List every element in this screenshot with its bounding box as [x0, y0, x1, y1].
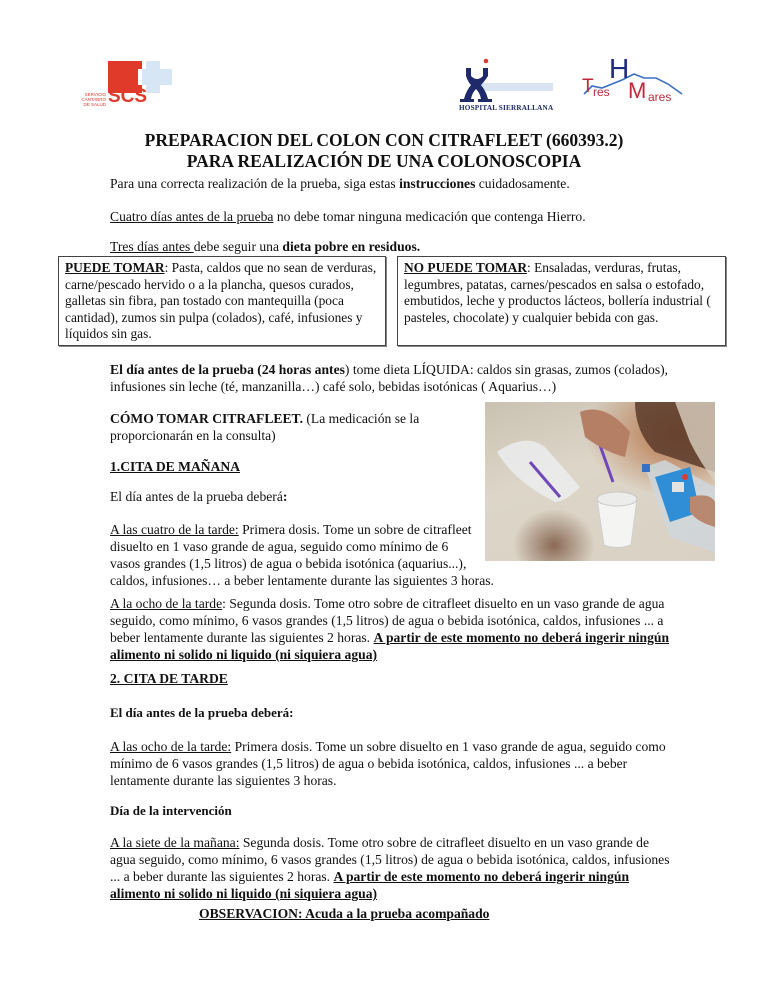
can-eat-label: PUEDE TOMAR: [65, 260, 165, 275]
tres-mares-h: H: [609, 53, 630, 84]
morning-dose-2: A la ocho de la tarde: Segunda dosis. Tome otro sobre de citrafleet disuelto en un vaso grande de agua seguido, como mínimo, 6 vasos grandes (1,5 litros) de agua o bebida isotónica, caldos, infusiones ... a beber lentamente durante las siguientes 2 horas. A partir de este momento no deberá ingerir ningún alimento ni solido ni liquido (ni siquiera agua): [110, 596, 670, 662]
scs-subtitle: SERVICIO CÁNTABRO DE SALUD: [81, 92, 106, 107]
cannot-eat-box: [397, 256, 726, 346]
intervention-day-heading: Día de la intervención: [110, 803, 232, 818]
can-eat-box: [58, 256, 386, 346]
tres-mares-t: T: [582, 76, 594, 97]
title-line-2: PARA REALIZACIÓN DE UNA COLONOSCOPIA: [186, 151, 582, 171]
hospital-name: HOSPITAL SIERRALLANA: [459, 104, 554, 112]
hospital-sierrallana-logo: [460, 56, 580, 112]
day-before-paragraph: El día antes de la prueba (24 horas antes) tome dieta LÍQUIDA: caldos sin grasas, zumos (colados), infusiones sin leche (té, manzanilla…) café solo, bebidas isotónicas ( Aquarius…): [110, 362, 669, 394]
intro-paragraph: Para una correcta realización de la prueba, siga estas instrucciones cuidadosamente.: [110, 176, 570, 191]
morning-appointment-heading: 1.CITA DE MAÑANA: [110, 459, 241, 474]
tres-mares-mares: ares: [648, 90, 672, 104]
morning-warning: A partir de este momento no deberá ingerir ningún alimento ni solido ni liquido (ni siquiera agua): [110, 630, 670, 662]
cannot-eat-text: : Ensaladas, verduras, frutas, legumbres, patatas, carnes/pescados en salsa o estofado, embutidos, leche y productos lácteos, bollería industrial ( pasteles, chocolate) y cualquier bebida con gas.: [404, 260, 711, 325]
three-days-paragraph: Tres días antes debe seguir una dieta pobre en residuos.: [110, 239, 421, 254]
four-days-paragraph: Cuatro días antes de la prueba no debe tomar ninguna medicación que contenga Hierro.: [110, 209, 586, 224]
afternoon-subheading: El día antes de la prueba deberá:: [110, 705, 294, 720]
afternoon-dose-1: A las ocho de la tarde: Primera dosis. Tome un sobre disuelto en 1 vaso grande de agua, seguido como mínimo de 6 vasos grandes (1,5 litros) de agua o bebida isotónica, caldos, infusiones ... a beber lentamente durante las siguientes 3 horas.: [110, 739, 666, 788]
scs-logo: [74, 58, 174, 108]
morning-dose-1: A las cuatro de la tarde: Primera dosis. Tome un sobre de citrafleet disuelto en 1 vaso grande de agua, seguido como mínimo de 6 vasos grandes (1,5 litros) de agua o bebida isotónica (aquarius...), caldos, infusiones… a beber lentamente durante las siguientes 3 horas.: [110, 522, 494, 588]
afternoon-warning: A partir de este momento no deberá ingerir ningún alimento ni solido ni liquido (ni siquiera agua): [110, 869, 630, 901]
afternoon-dose-2: A la siete de la mañana: Segunda dosis. Tome otro sobre de citrafleet disuelto en un vaso grande de agua seguido, como mínimo, 6 vasos grandes (1,5 litros) de agua o bebida isotónica, caldos, infusiones ... a beber durante las siguientes 2 horas. A partir de este momento no deberá ingerir ningún alimento ni solido ni liquido (ni siquiera agua): [110, 835, 670, 901]
scs-letters: SCS: [108, 86, 148, 107]
cannot-eat-label: NO PUEDE TOMAR: [404, 260, 528, 275]
how-to-take-paragraph: CÓMO TOMAR CITRAFLEET. (La medicación se la proporcionarán en la consulta): [110, 411, 420, 443]
afternoon-appointment-heading: 2. CITA DE TARDE: [110, 671, 228, 686]
observation-note: OBSERVACION: Acuda a la prueba acompañado: [199, 906, 490, 921]
page-title: [0, 130, 768, 172]
morning-subheading: El día antes de la prueba deberá:: [110, 489, 288, 504]
tres-mares-tres: res: [593, 85, 610, 99]
tres-mares-m: M: [628, 78, 647, 103]
title-line-1: PREPARACION DEL COLON CON CITRAFLEET (660393.2): [144, 130, 624, 150]
can-eat-text: : Pasta, caldos que no sean de verduras, carne/pescado hervido o a la plancha, quesos curados, galletas sin fibra, pan tostado con mantequilla (poca cantidad), zumos sin pulpa (colados), café, infusiones y líquidos sin gas.: [65, 260, 377, 342]
tres-mares-logo: [582, 53, 692, 108]
